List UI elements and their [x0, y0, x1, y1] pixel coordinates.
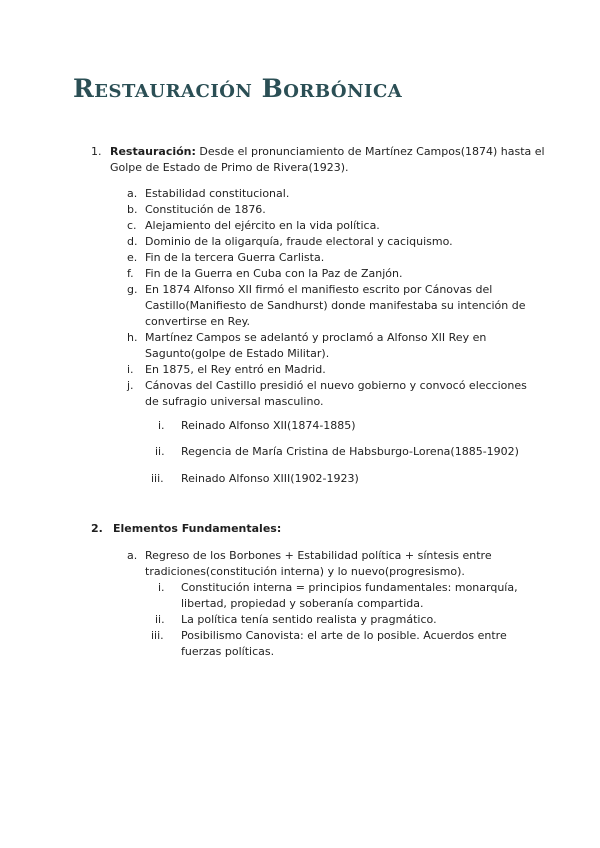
list-marker: g.: [127, 283, 138, 296]
list-marker: f.: [127, 267, 134, 280]
list-marker: i.: [158, 419, 165, 432]
list-item: Martínez Campos se adelantó y proclamó a Alfonso XII Rey en Sagunto(golpe de Estado Militar).: [145, 331, 487, 360]
section-number: 1.: [91, 145, 102, 158]
list-marker: i.: [158, 581, 165, 594]
list-item: Estabilidad constitucional.: [145, 187, 290, 200]
list-marker: ii.: [155, 613, 165, 626]
list-item: Constitución de 1876.: [145, 203, 266, 216]
intro-line: Desde el pronunciamiento de Martínez Campos(1874) hasta el: [199, 145, 545, 158]
list-marker: i.: [127, 363, 134, 376]
section-number: 2.: [91, 522, 103, 535]
list-item: Fin de la tercera Guerra Carlista.: [145, 251, 325, 264]
list-marker: iii.: [151, 472, 164, 485]
list-item: En 1874 Alfonso XII firmó el manifiesto escrito por Cánovas del Castillo(Manifiesto de Sandhurst) donde manifestaba su intención de convertirse en Rey.: [145, 283, 526, 328]
list-item: Dominio de la oligarquía, fraude electoral y caciquismo.: [145, 235, 453, 248]
list-item: Fin de la Guerra en Cuba con la Paz de Zanjón.: [145, 267, 403, 280]
list-marker: b.: [127, 203, 138, 216]
list-marker: c.: [127, 219, 137, 232]
list-item: Alejamiento del ejército en la vida política.: [145, 219, 380, 232]
page-title: Restauración Borbónica: [73, 74, 403, 103]
list-marker: d.: [127, 235, 138, 248]
list-marker: a.: [127, 549, 138, 562]
list-item: Constitución interna = principios fundamentales: monarquía, libertad, propiedad y soberanía compartida.: [181, 581, 518, 610]
section-label: Elementos Fundamentales:: [113, 522, 282, 535]
list-item: Regencia de María Cristina de Habsburgo-Lorena(1885-1902): [181, 445, 519, 458]
section-label: Restauración:: [110, 145, 196, 158]
list-item: Regreso de los Borbones + Estabilidad política + síntesis entre tradiciones(constitución interna) y lo nuevo(progresismo).: [145, 549, 492, 578]
list-marker: ii.: [155, 445, 165, 458]
intro-line: Golpe de Estado de Primo de Rivera(1923).: [110, 161, 349, 174]
list-marker: e.: [127, 251, 138, 264]
list-item: Cánovas del Castillo presidió el nuevo gobierno y convocó elecciones de sufragio universal masculino.: [145, 379, 527, 408]
list-marker: iii.: [151, 629, 164, 642]
list-item: Reinado Alfonso XII(1874-1885): [181, 419, 356, 432]
list-marker: h.: [127, 331, 138, 344]
list-item: En 1875, el Rey entró en Madrid.: [145, 363, 326, 376]
list-item: La política tenía sentido realista y pragmático.: [181, 613, 437, 626]
section-intro: [110, 144, 545, 176]
list-item: Posibilismo Canovista: el arte de lo posible. Acuerdos entre fuerzas políticas.: [181, 629, 507, 658]
list-item: Reinado Alfonso XIII(1902-1923): [181, 472, 359, 485]
list-marker: j.: [127, 379, 134, 392]
list-marker: a.: [127, 187, 138, 200]
